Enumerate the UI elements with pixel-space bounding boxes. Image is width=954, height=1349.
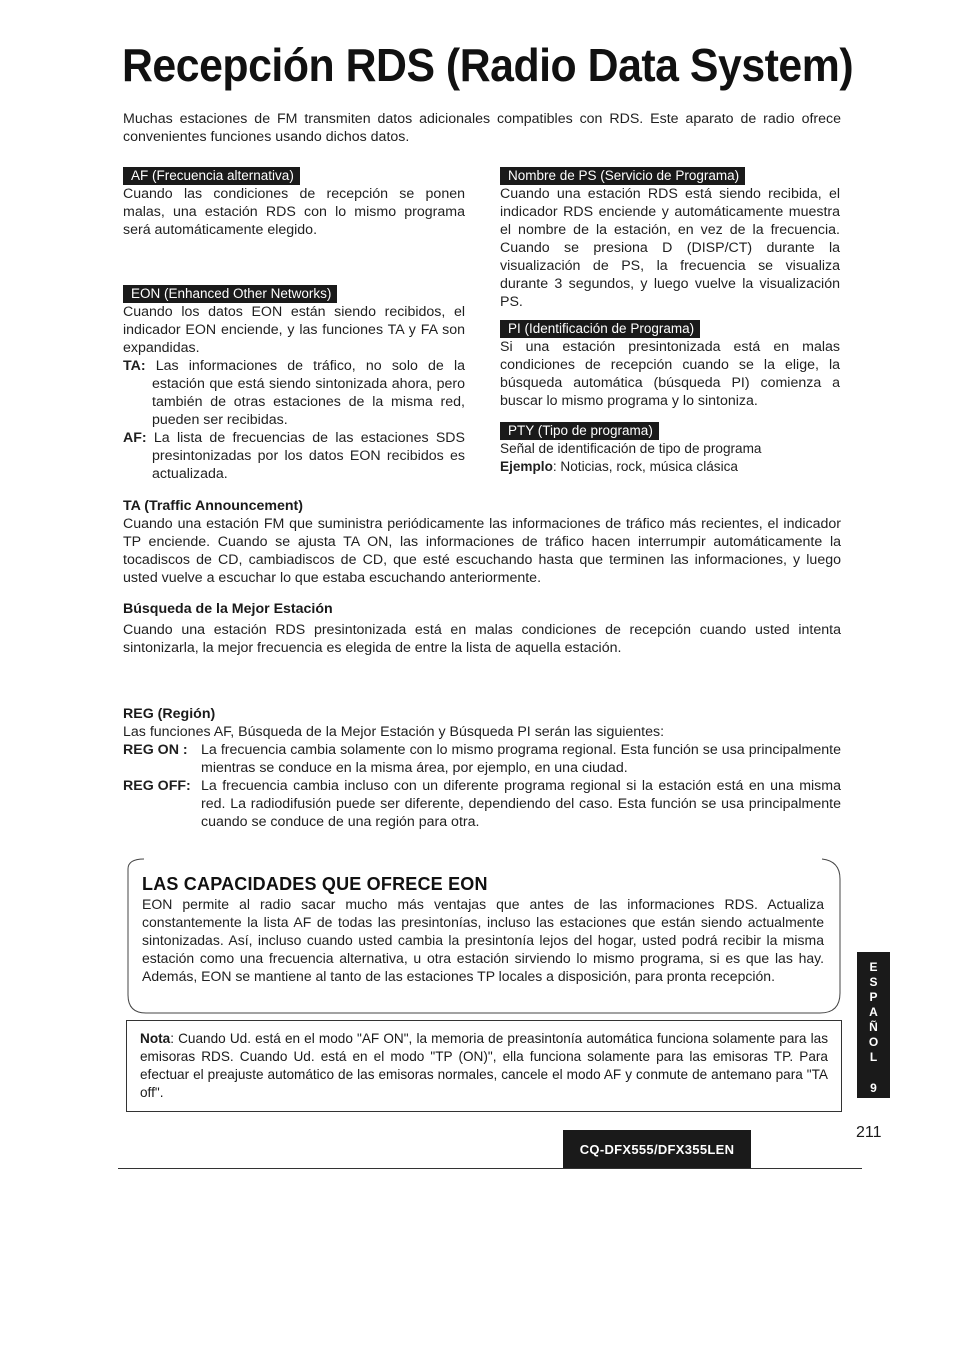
page-number: 211 [856, 1124, 882, 1141]
af-text: Cuando las condiciones de recepción se ponen malas, una estación RDS con lo mismo programa será automáticamente elegido. [123, 186, 465, 238]
pty-text: Señal de identificación de tipo de programa [500, 441, 762, 456]
pty-example-text: : Noticias, rock, música clásica [552, 459, 738, 474]
pty-label: PTY (Tipo de programa) [500, 422, 659, 440]
footer-rule [118, 1168, 862, 1169]
pi-label: PI (Identificación de Programa) [500, 320, 700, 338]
side-tab-letter: O [868, 1035, 879, 1049]
best-station-section [123, 600, 841, 657]
pty-section [500, 422, 840, 476]
af-label: AF (Frecuencia alternativa) [123, 167, 300, 185]
pty-example-key: Ejemplo [500, 459, 553, 474]
page-title: Recepción RDS (Radio Data System) [122, 39, 854, 91]
eon-label: EON (Enhanced Other Networks) [123, 285, 337, 303]
eon-af-key: AF: [123, 430, 147, 446]
pty-example [500, 458, 840, 476]
eon-ta-item [123, 357, 465, 429]
pi-section [500, 320, 840, 410]
ta-heading: TA (Traffic Announcement) [123, 498, 303, 514]
eon-ta-key: TA: [123, 358, 146, 374]
side-tab-number: 9 [870, 1081, 877, 1095]
best-station-heading: Búsqueda de la Mejor Estación [123, 601, 333, 617]
reg-section [123, 705, 841, 831]
eon-section [123, 285, 465, 483]
side-tab-letter: E [869, 960, 878, 974]
af-section [123, 167, 465, 239]
ps-section [500, 167, 840, 311]
ps-text: Cuando una estación RDS está siendo recibida, el indicador RDS enciende y automáticamente muestra el nombre de la estación, en vez de la frecuencia. Cuando se presiona D (DISP/CT) durante la visualización de PS, la frecuencia se visualiza durante 3 segundos, y luego vuelve la visualización PS. [500, 186, 840, 310]
side-tab-letter: Ñ [869, 1020, 878, 1034]
eon-text: Cuando los datos EON están siendo recibidos, el indicador EON enciende, y las funciones TA y FA son expandidas. [123, 304, 465, 356]
eon-af-text: La lista de frecuencias de las estaciones SDS presintonizadas por los datos EON recibidos es actualizada. [152, 430, 465, 482]
reg-off-row [123, 777, 841, 831]
ps-label: Nombre de PS (Servicio de Programa) [500, 167, 745, 185]
reg-text: Las funciones AF, Búsqueda de la Mejor Estación y Búsqueda PI serán las siguientes: [123, 724, 665, 740]
note-text [140, 1030, 828, 1102]
reg-on-key: REG ON : [123, 742, 188, 758]
ta-text: Cuando una estación FM que suministra periódicamente las informaciones de tráfico más recientes, el indicador TP enciende. Cuando se ajusta TA ON, las informaciones de tráfico hacen interrumpir automáticamente la tocadiscos de CD, cambiadiscos de CD, que esté escuchando hasta que terminen las informaciones, y luego usted vuelve a escuchar lo que estaba escuchando anteriormente. [123, 516, 841, 586]
intro-paragraph: Muchas estaciones de FM transmiten datos adicionales compatibles con RDS. Este aparato de radio ofrece convenientes funciones usando dichos datos. [123, 111, 841, 145]
note-key: Nota [140, 1031, 171, 1046]
best-station-text: Cuando una estación RDS presintonizada está en malas condiciones de recepción cuando usted intenta sintonizarla, la mejor frecuencia es elegida de entre la lista de aquella estación. [123, 622, 841, 656]
ta-section [123, 497, 841, 587]
reg-off-key: REG OFF: [123, 778, 191, 794]
eon-box-text: EON permite al radio sacar mucho más ventajas que antes de las informaciones RDS. Actualiza constantemente la lista AF de todas las presintonías, incluso las estaciones que están siendo actualmente sintonizadas. Así, incluso cuando usted cambia la presintonía lejos del hogar, usted podrá recibir la misma estación como una frecuencia alternativa, u otra estación sirviendo lo mismo programa, si es que las hay. Además, EON se mantiene al tanto de las estaciones TP locales a disposición, para pronta recepción. [142, 896, 824, 984]
eon-af-item [123, 429, 465, 483]
language-side-tab [857, 952, 890, 1098]
reg-off-text: La frecuencia cambia incluso con un diferente programa regional si la estación está en una misma red. La radiodifusión puede ser diferente, dependiendo del caso. Esta función se usa principalmente cuando se conduce de una región para otra. [201, 778, 841, 830]
eon-box-title: LAS CAPACIDADES QUE OFRECE EON [142, 874, 488, 894]
side-tab-letter: A [869, 1005, 878, 1019]
reg-on-row [123, 741, 841, 777]
side-tab-letter: S [869, 975, 878, 989]
model-label: CQ-DFX555/DFX355LEN [563, 1130, 751, 1168]
pi-text: Si una estación presintonizada está en malas condiciones de recepción cuando se la elige, la búsqueda automática (búsqueda PI) comienza a buscar lo mismo programa y lo sintoniza. [500, 339, 840, 409]
reg-heading: REG (Región) [123, 706, 216, 722]
eon-ta-text: Las informaciones de tráfico, no solo de la estación que está siendo sintonizada ahora, pero también de otras estaciones de la misma red, pueden ser recibidas. [152, 358, 465, 428]
note-body: : Cuando Ud. está en el modo "AF ON", la memoria de preasintonía automática funciona solamente para las emisoras RDS. Cuando Ud. está en el modo "TP (ON)", ella funciona solamente para las emisoras TP. Para efectuar el preajuste automático de las emisoras normales, cancele el modo AF y conmute de antemano para "TA off". [140, 1031, 828, 1100]
reg-on-text: La frecuencia cambia solamente con lo mismo programa regional. Esta función se usa principalmente mientras se conduce en la misma área, por ejemplo, en una ciudad. [201, 742, 841, 776]
side-tab-letter: L [869, 1050, 878, 1064]
side-tab-letter: P [869, 990, 878, 1004]
